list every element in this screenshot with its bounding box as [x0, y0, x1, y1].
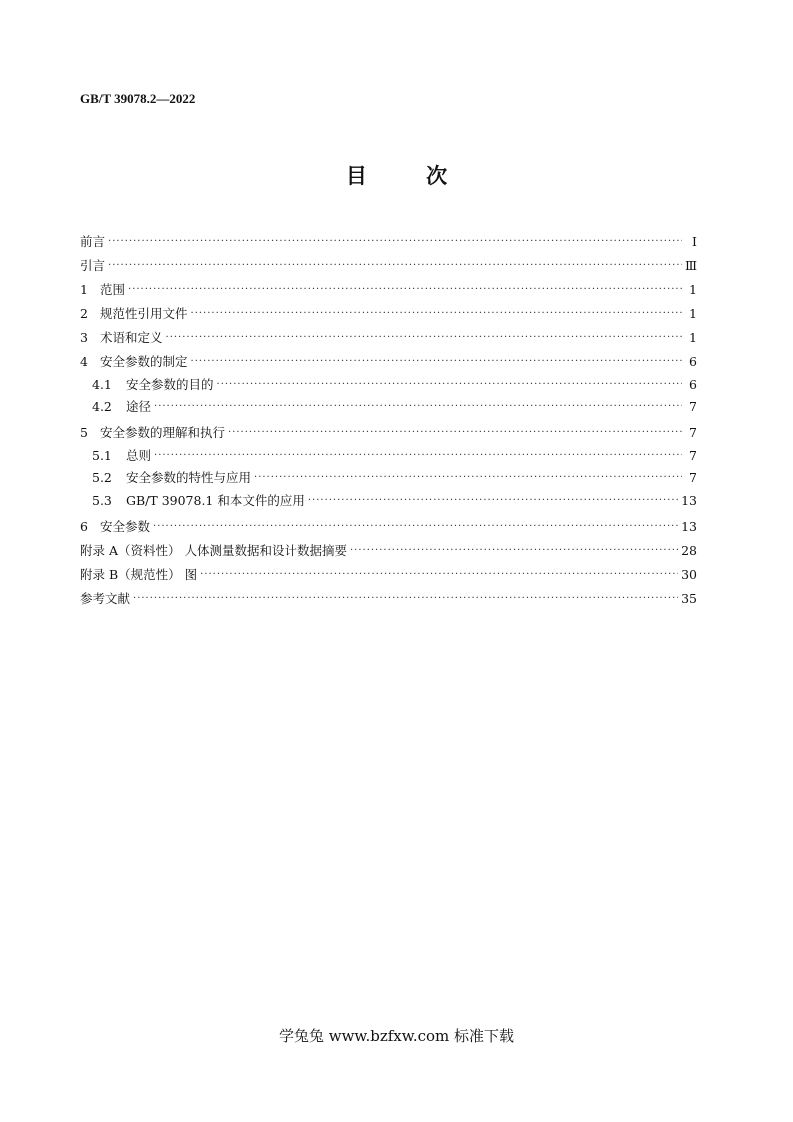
toc-entry-label: 安全参数的目的	[126, 376, 214, 392]
toc-dot-leader	[128, 282, 682, 298]
toc-entry-number: 4.1	[92, 376, 112, 392]
toc-entry-page: 1	[689, 306, 697, 321]
toc-dot-leader	[154, 399, 682, 415]
toc-dot-leader	[153, 519, 678, 535]
toc-entry-label: 附录 A（资料性） 人体测量数据和设计数据摘要	[80, 542, 347, 558]
toc-entry-page: 28	[681, 542, 697, 558]
toc-entry[interactable]	[80, 417, 697, 441]
toc-entry-page: 7	[689, 470, 697, 485]
toc-entry-page: 1	[689, 282, 697, 297]
toc-entry-number: 5.1	[92, 447, 112, 463]
toc-entry-number: 4	[80, 354, 88, 369]
toc-entry[interactable]	[80, 370, 697, 393]
toc-entry[interactable]	[80, 298, 697, 322]
toc-entry[interactable]	[80, 441, 697, 464]
table-of-contents	[80, 226, 697, 607]
toc-entry-number: 5	[80, 425, 88, 440]
toc-dot-leader	[217, 377, 682, 393]
standard-code: GB/T 39078.2—2022	[80, 91, 196, 106]
toc-entry-page: 1	[689, 330, 697, 345]
toc-entry[interactable]	[80, 535, 697, 559]
toc-entry-page: Ⅲ	[684, 258, 697, 273]
toc-entry-number: 5.2	[92, 470, 112, 485]
toc-entry-number: 4.2	[92, 399, 112, 414]
toc-entry-label: 附录 B（规范性） 图	[80, 566, 198, 582]
toc-entry-label: 途径	[126, 399, 152, 414]
toc-entry[interactable]	[80, 559, 697, 583]
toc-entry-number: 2	[80, 306, 88, 321]
toc-dot-leader	[133, 591, 678, 607]
toc-entry-label: GB/T 39078.1 和本文件的应用	[126, 492, 305, 508]
toc-entry-number: 1	[80, 282, 88, 297]
toc-entry-label: 引言	[80, 258, 106, 273]
toc-entry-label: 术语和定义	[100, 330, 163, 345]
toc-entry[interactable]	[80, 486, 697, 509]
toc-entry-label: 规范性引用文件	[100, 306, 188, 321]
toc-entry-page: 7	[689, 447, 697, 463]
toc-entry-page: 30	[681, 566, 697, 582]
toc-entry-label: 安全参数	[100, 518, 151, 534]
toc-entry-page: 7	[689, 425, 697, 440]
toc-entry[interactable]	[80, 393, 697, 416]
toc-entry[interactable]	[80, 274, 697, 298]
toc-entry-label: 安全参数的制定	[100, 354, 188, 369]
toc-entry[interactable]	[80, 226, 697, 250]
toc-entry[interactable]	[80, 322, 697, 346]
toc-dot-leader	[166, 330, 682, 346]
toc-entry-label: 范围	[100, 282, 126, 297]
toc-dot-leader	[191, 306, 682, 322]
toc-dot-leader	[308, 493, 678, 509]
toc-entry-page: 13	[681, 518, 697, 534]
page-title: 目 次	[345, 163, 474, 188]
toc-dot-leader	[154, 448, 682, 464]
toc-entry-page: 35	[681, 590, 697, 606]
toc-dot-leader	[200, 567, 678, 583]
toc-entry-number: 5.3	[92, 492, 112, 508]
footer-watermark: 学兔兔 www.bzfxw.com 标准下载	[278, 1027, 515, 1045]
toc-entry-label: 总则	[126, 447, 152, 463]
toc-entry-page: 7	[689, 399, 697, 414]
toc-entry-label: 前言	[80, 234, 106, 249]
toc-entry[interactable]	[80, 511, 697, 535]
toc-entry-label: 安全参数的理解和执行	[100, 425, 226, 440]
toc-dot-leader	[350, 543, 678, 559]
toc-dot-leader	[254, 470, 682, 486]
toc-entry[interactable]	[80, 250, 697, 274]
toc-entry-page: 13	[681, 492, 697, 508]
toc-entry-number: 6	[80, 518, 88, 534]
toc-entry[interactable]	[80, 464, 697, 487]
toc-entry[interactable]	[80, 583, 697, 607]
toc-dot-leader	[191, 354, 682, 370]
toc-dot-leader	[108, 258, 682, 274]
toc-entry-page: 6	[689, 354, 697, 369]
toc-entry[interactable]	[80, 346, 697, 370]
toc-entry-label: 安全参数的特性与应用	[126, 470, 252, 485]
toc-entry-page: Ⅰ	[692, 234, 697, 249]
toc-dot-leader	[228, 425, 682, 441]
toc-entry-number: 3	[80, 330, 88, 345]
toc-entry-page: 6	[689, 376, 697, 392]
toc-dot-leader	[108, 234, 682, 250]
toc-entry-label: 参考文献	[80, 590, 131, 606]
